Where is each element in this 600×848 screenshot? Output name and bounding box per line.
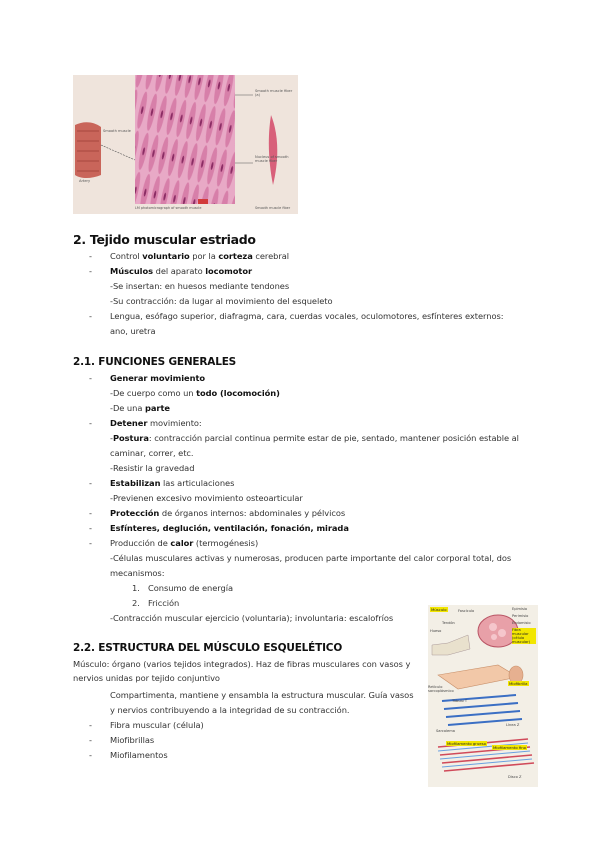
bold-text: calor xyxy=(170,538,194,548)
figure2-label: Epimisio xyxy=(512,607,528,611)
list-item xyxy=(89,536,519,551)
text: -Células musculares activas y numerosas, producen parte importante del calor corporal total, dos xyxy=(110,553,512,563)
bold-text: Postura xyxy=(112,433,149,443)
figure2-label: Sarcolema xyxy=(436,729,455,733)
list-item xyxy=(110,431,519,446)
list-item xyxy=(89,521,519,536)
list-item xyxy=(110,551,519,566)
section-21-list xyxy=(89,371,519,626)
figure1-caption: LM photomicrograph of smooth muscle xyxy=(135,206,202,210)
list-item xyxy=(110,566,519,581)
figure2-label: Músculo xyxy=(431,607,447,612)
figure2-label: Túbulo T xyxy=(452,699,468,703)
text: Miofibrillas xyxy=(110,735,155,745)
bullet: 1. xyxy=(132,583,140,593)
bold-text: Generar movimiento xyxy=(110,373,206,383)
bullet: - xyxy=(89,418,92,428)
bold-text: parte xyxy=(144,403,170,413)
section-22-intro: nervios unidas por tejido conjuntivo xyxy=(73,673,220,683)
bullet: - xyxy=(89,750,92,760)
bold-text: corteza xyxy=(218,251,253,261)
bold-text: Estabilizan xyxy=(110,478,161,488)
list-item xyxy=(89,371,519,386)
text: las articulaciones xyxy=(160,478,235,488)
figure2-label: Línea Z xyxy=(506,723,520,727)
figure2-label: Retículo sarcoplásmico xyxy=(428,685,454,693)
section-2-title: 2. Tejido muscular estriado xyxy=(73,232,256,247)
bold-text: voluntario xyxy=(142,251,190,261)
bullet: - xyxy=(89,478,92,488)
list-item xyxy=(110,294,503,309)
figure2-label: Hueso xyxy=(430,629,442,633)
text: -Se insertan: en huesos mediante tendones xyxy=(110,281,290,291)
text: Miofilamentos xyxy=(110,750,168,760)
figure2-label: Fascículo xyxy=(458,609,475,613)
text: -De cuerpo como un xyxy=(110,388,197,398)
section-22-list xyxy=(89,718,204,763)
text: del aparato xyxy=(153,266,206,276)
text: Producción de xyxy=(110,538,171,548)
bullet: - xyxy=(89,266,92,276)
list-item xyxy=(110,279,503,294)
text: mecanismos: xyxy=(110,568,165,578)
bold-text: Protección xyxy=(110,508,160,518)
text: -De una xyxy=(110,403,145,413)
text: -Resistir la gravedad xyxy=(110,463,195,473)
figure2-label: Disco Z xyxy=(508,775,522,779)
list-item xyxy=(89,718,204,733)
section-22-intro: Músculo: órgano (varios tejidos integrados). Haz de fibras musculares con vasos y xyxy=(73,659,411,669)
bullet: - xyxy=(89,523,92,533)
text: Fibra muscular (célula) xyxy=(110,720,204,730)
text: -Su contracción: da lugar al movimiento del esqueleto xyxy=(110,296,333,306)
section-22-paragraph: y nervios contribuyendo a la integridad de su contracción. xyxy=(110,705,350,715)
figure2-label: Miofibrilla xyxy=(509,681,528,686)
text: cerebral xyxy=(252,251,290,261)
section-22-paragraph: Compartimenta, mantiene y ensambla la estructura muscular. Guía vasos xyxy=(110,690,414,700)
figure2-label: Fibra muscular (célula muscular) xyxy=(512,628,536,644)
figure2-label: Perimisio xyxy=(512,614,529,618)
section-21-title: 2.1. FUNCIONES GENERALES xyxy=(73,356,237,368)
figure2-label: Miofilamento fino xyxy=(493,745,527,750)
text: -Previenen excesivo movimiento osteoarticular xyxy=(110,493,303,503)
bullet: - xyxy=(89,720,92,730)
figure1-label: Smooth muscle fiber (a) xyxy=(255,89,293,97)
figure2-label: Endomisio xyxy=(512,621,531,625)
text: - xyxy=(110,433,113,443)
text: Lengua, esófago superior, diafragma, cara, cuerdas vocales, oculomotores, esfínteres externos: xyxy=(110,311,504,321)
figure1-label: Nucleus of smooth muscle fiber xyxy=(255,155,289,163)
list-item xyxy=(89,506,519,521)
figure2-label: Tendón xyxy=(442,621,455,625)
bullet: - xyxy=(89,251,92,261)
list-item xyxy=(110,401,519,416)
bold-text: locomotor xyxy=(205,266,253,276)
text: Control xyxy=(110,251,143,261)
text: -Contracción muscular ejercicio (voluntaria); involuntaria: escalofríos xyxy=(110,613,394,623)
figure1-label: Smooth muscle xyxy=(103,129,131,133)
list-item xyxy=(110,324,503,339)
list-item xyxy=(89,748,204,763)
bullet: - xyxy=(89,735,92,745)
list-item xyxy=(110,386,519,401)
list-item xyxy=(89,249,503,264)
text: ano, uretra xyxy=(110,326,156,336)
text: por la xyxy=(189,251,219,261)
list-item xyxy=(89,264,503,279)
figure1-caption: Smooth muscle fiber xyxy=(255,206,291,210)
bold-text: Esfínteres, deglución, ventilación, fonación, mirada xyxy=(110,523,349,533)
bold-text: todo (locomoción) xyxy=(196,388,280,398)
bullet: - xyxy=(89,538,92,548)
bullet: - xyxy=(89,311,92,321)
list-item xyxy=(89,416,519,431)
list-item xyxy=(132,581,519,596)
list-item xyxy=(110,491,519,506)
text: caminar, correr, etc. xyxy=(110,448,194,458)
list-item xyxy=(89,733,204,748)
text: (termogénesis) xyxy=(193,538,259,548)
text: Consumo de energía xyxy=(148,583,234,593)
list-item xyxy=(110,446,519,461)
text: movimiento: xyxy=(147,418,202,428)
skeletal-muscle-figure xyxy=(428,605,538,787)
figure1-label: Artery xyxy=(79,179,91,183)
bullet: - xyxy=(89,373,92,383)
figure2-label: Miofilamento grueso xyxy=(447,741,486,746)
bullet: - xyxy=(89,508,92,518)
section-22-title: 2.2. ESTRUCTURA DEL MÚSCULO ESQUELÉTICO xyxy=(73,642,343,654)
section-2-list xyxy=(89,249,504,339)
text: de órganos internos: abdominales y pélvicos xyxy=(159,508,346,518)
text: : contracción parcial continua permite estar de pie, sentado, mantener posición estable al xyxy=(148,433,519,443)
bold-text: Músculos xyxy=(110,266,154,276)
smooth-muscle-figure xyxy=(73,75,298,214)
list-item xyxy=(89,309,504,324)
list-item xyxy=(110,461,519,476)
bold-text: Detener xyxy=(110,418,148,428)
list-item xyxy=(89,476,519,491)
text: Fricción xyxy=(148,598,180,608)
bullet: 2. xyxy=(132,598,140,608)
